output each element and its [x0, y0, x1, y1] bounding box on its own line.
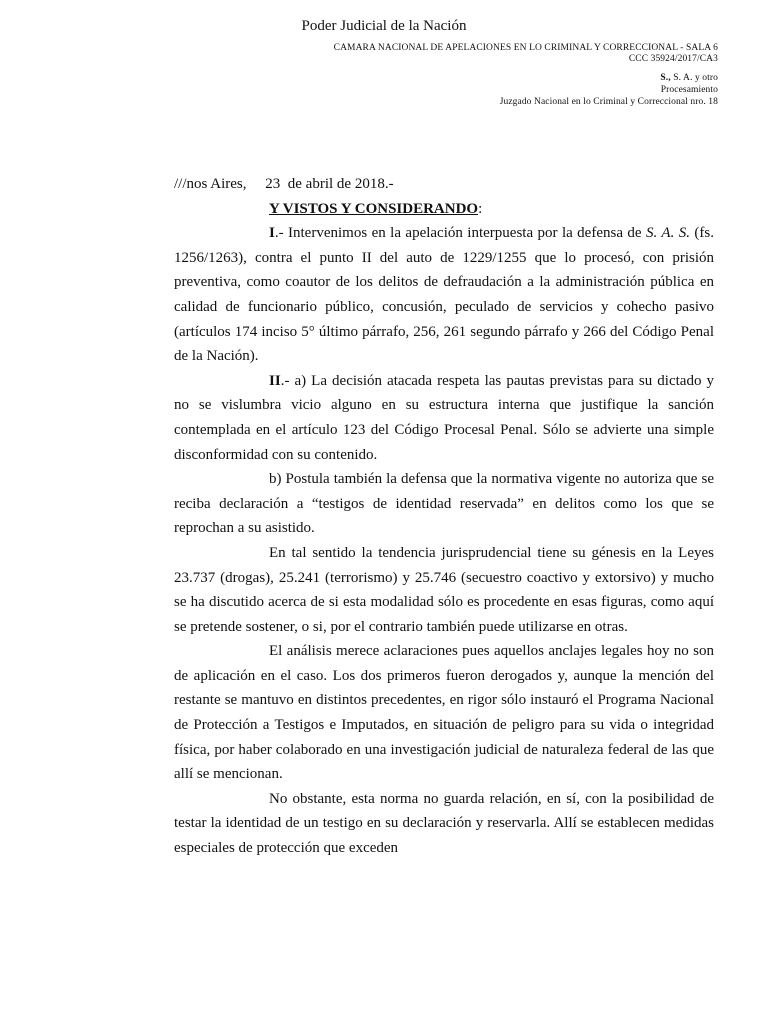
paragraph-1 [174, 221, 714, 369]
defendant-name: S. A. S. [646, 225, 690, 242]
parties-bold: S., [660, 73, 671, 83]
paragraph-1-rest: (fs. 1256/1263), contra el punto II del auto de 1229/1255 que lo procesó, con prisión preventiva, como coautor de los delitos de defraudación a la administración pública en calidad de funcionario público, concusión, peculado de servicios y cohecho pasivo (artículos 174 inciso 5° último párrafo, 256, 261 segundo párrafo y 266 del Código Penal de la Nación). [174, 225, 714, 365]
lower-court-line: Juzgado Nacional en lo Criminal y Correccional nro. 18 [499, 97, 718, 107]
date-day: 23 [265, 176, 281, 192]
heading-colon: : [478, 200, 483, 217]
paragraph-1-intro: .- Intervenimos en la apelación interpuesta por la defensa de [274, 225, 646, 242]
paragraph-2-text: .- a) La decisión atacada respeta las pautas previstas para su dictado y no se vislumbra vicio alguno en su estructura interna que justifique la sanción contemplada en el artículo 123 del Código Procesal Penal. Sólo se advierte una simple disconformidad con su contenido. [174, 372, 714, 463]
date-line [174, 172, 714, 197]
date-rest: de abril de 2018.- [287, 176, 394, 192]
case-number: CCC 35924/2017/CA3 [628, 54, 718, 64]
date-place: ///nos Aires, [174, 176, 247, 192]
section-number-2: II [269, 372, 281, 389]
paragraph-2 [174, 369, 714, 467]
paragraph-c: En tal sentido la tendencia jurisprudencial tiene su génesis en la Leyes 23.737 (drogas), 25.241 (terrorismo) y 25.746 (secuestro coactivo y extorsivo) y mucho se ha discutido acerca de si esta modalidad sólo es procedente en esas figuras, como aquí se pretende sostener, o si, por el contrario también puede utilizarse en otras. [174, 544, 714, 635]
section-heading [174, 197, 714, 222]
section-number-1: I [269, 225, 275, 242]
chamber-line: CAMARA NACIONAL DE APELACIONES EN LO CRIMINAL Y CORRECCIONAL - SALA 6 [333, 43, 718, 53]
parties-line [660, 73, 718, 83]
matter-line: Procesamiento [660, 85, 718, 95]
paragraph-d: El análisis merece aclaraciones pues aquellos anclajes legales hoy no son de aplicación en el caso. Los dos primeros fueron derogados y, aunque la mención del restante se mantuvo en distintos precedentes, en rigor sólo instauró el Programa Nacional de Protección a Testigos e Imputados, en situación de peligro para su vida o integridad física, por haber colaborado en una investigación judicial de naturaleza federal de las que allí se mencionan. [174, 643, 714, 783]
heading-text: Y VISTOS Y CONSIDERANDO [269, 200, 479, 217]
paragraph-b: b) Postula también la defensa que la normativa vigente no autoriza que se reciba declaración a “testigos de identidad reservada” en delitos como los que se reprochan a su asistido. [174, 471, 714, 537]
parties-rest: S. A. y otro [670, 73, 718, 83]
paragraph-e: No obstante, esta norma no guarda relación, en sí, con la posibilidad de testar la identidad de un testigo en su declaración y reservarla. Allí se establecen medidas especiales de protección que exceden [174, 790, 714, 857]
court-title: Poder Judicial de la Nación [301, 18, 467, 34]
document-body [174, 172, 714, 861]
